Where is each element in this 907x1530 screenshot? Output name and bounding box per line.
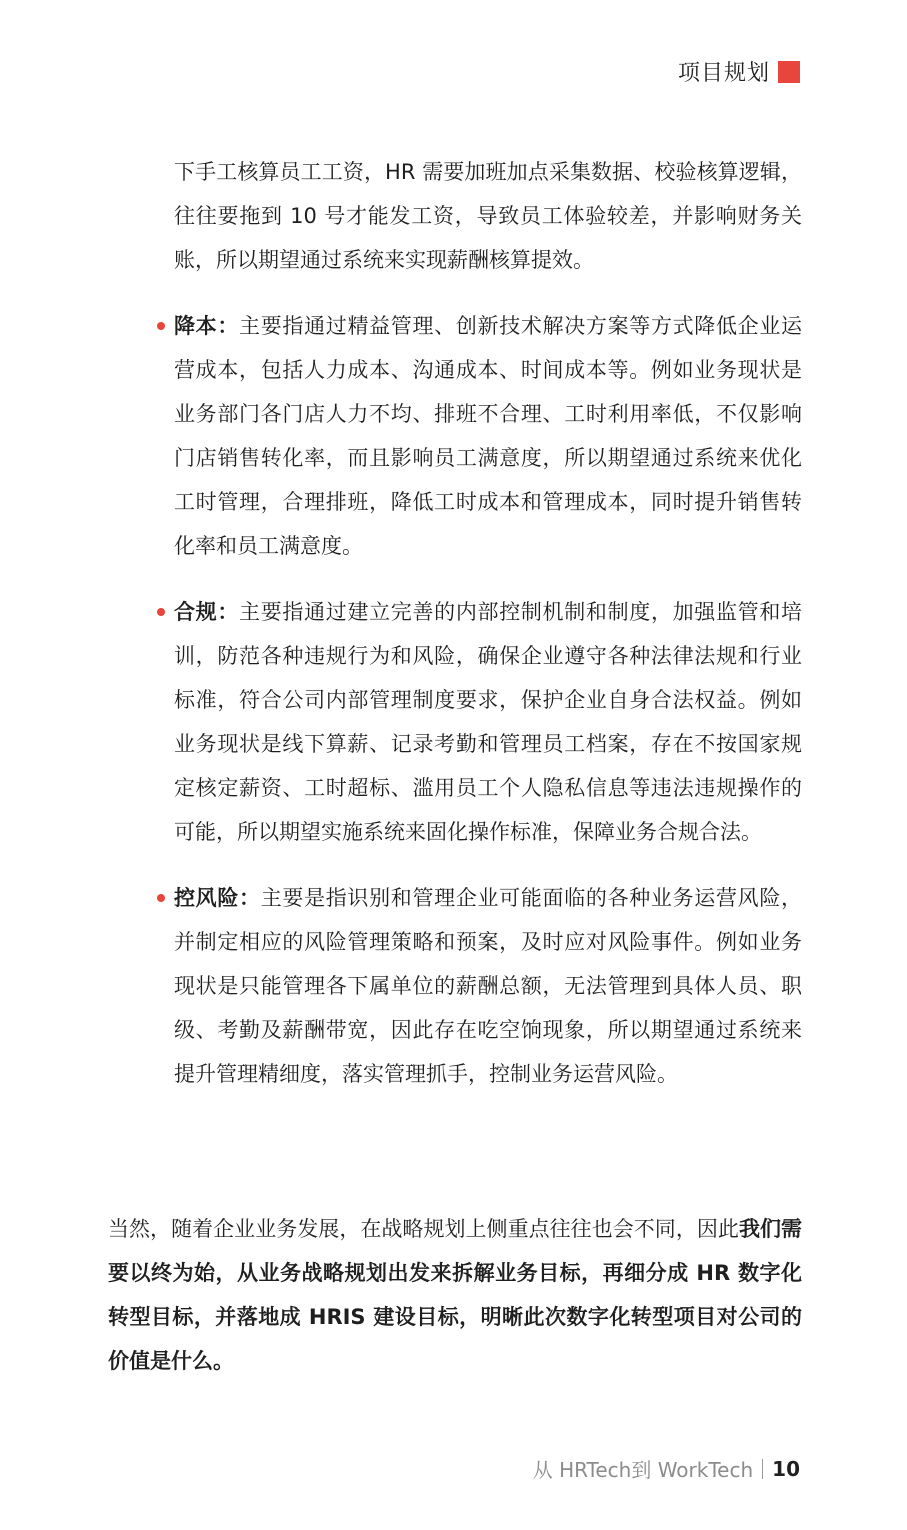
page-footer: [533, 1454, 800, 1483]
bullet-item-cost-reduction: [155, 304, 802, 568]
continuation-paragraph: 下手工核算员工工资，HR 需要加班加点采集数据、校验核算逻辑，往往要拖到 10 号才能发工资，导致员工体验较差，并影响财务关账，所以期望通过系统来实现薪酬核算提效。: [174, 160, 802, 272]
bullet-text: 主要指通过精益管理、创新技术解决方案等方式降低企业运营成本，包括人力成本、沟通成本、时间成本等。例如业务现状是业务部门各门店人力不均、排班不合理、工时利用率低，不仅影响门店销售转化率，而且影响员工满意度，所以期望通过系统来优化工时管理，合理排班，降低工时成本和管理成本，同时提升销售转化率和员工满意度。: [174, 314, 803, 558]
page-number: 10: [772, 1456, 800, 1481]
closing-emphasis: 我们需要以终为始，从业务战略规划出发来拆解业务目标，再细分成 HR 数字化转型目标，并落地成 HRIS 建设目标，明晰此次数字化转型项目对公司的价值是什么。: [108, 1217, 802, 1373]
closing-paragraph: [108, 1207, 802, 1383]
closing-text: 当然，随着企业业务发展，在战略规划上侧重点往往也会不同，因此: [108, 1217, 739, 1241]
bullet-text: 主要是指识别和管理企业可能面临的各种业务运营风险，并制定相应的风险管理策略和预案，及时应对风险事件。例如业务现状是只能管理各下属单位的薪酬总额，无法管理到具体人员、职级、考勤及薪酬带宽，因此存在吃空饷现象，所以期望通过系统来提升管理精细度，落实管理抓手，控制业务运营风险。: [174, 886, 803, 1086]
bullet-list: [155, 304, 802, 1118]
section-title: 项目规划: [677, 61, 770, 86]
bullet-dot-icon: [157, 322, 165, 330]
book-title: 从 HRTech到 WorkTech: [532, 1458, 754, 1482]
footer-divider: [762, 1459, 763, 1479]
bullet-term: 合规：: [174, 600, 240, 624]
bullet-item-compliance: [155, 590, 802, 854]
bullet-term: 控风险：: [174, 886, 261, 910]
bullet-dot-icon: [157, 894, 165, 902]
bullet-item-risk-control: [155, 876, 802, 1096]
accent-square-icon: [778, 61, 800, 83]
page-header: [678, 56, 800, 87]
bullet-dot-icon: [157, 608, 165, 616]
bullet-term: 降本：: [174, 314, 240, 338]
bullet-text: 主要指通过建立完善的内部控制机制和制度，加强监管和培训，防范各种违规行为和风险，确保企业遵守各种法律法规和行业标准，符合公司内部管理制度要求，保护企业自身合法权益。例如业务现状是线下算薪、记录考勤和管理员工档案，存在不按国家规定核定薪资、工时超标、滥用员工个人隐私信息等违法违规操作的可能，所以期望实施系统来固化操作标准，保障业务合规合法。: [174, 600, 803, 844]
